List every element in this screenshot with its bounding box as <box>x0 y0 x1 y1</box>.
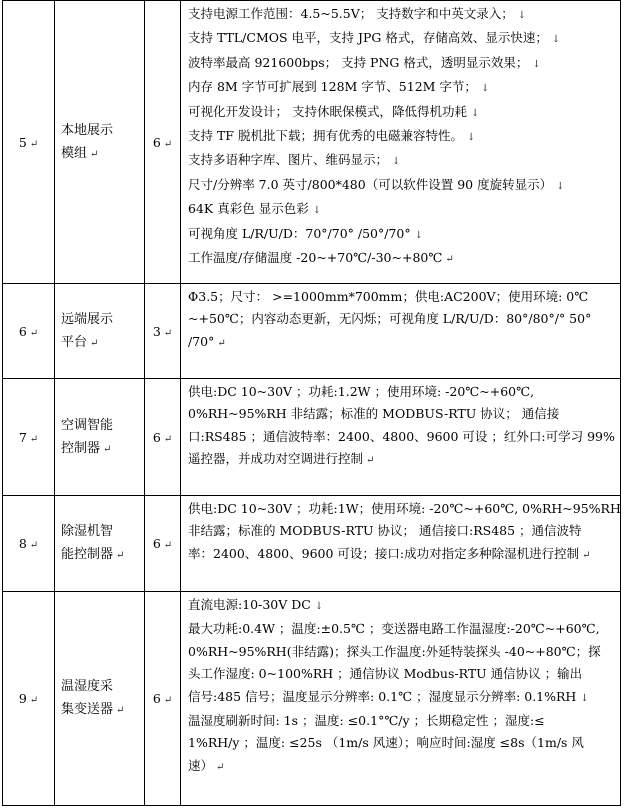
item-quantity: 6 ↵ <box>145 1 181 284</box>
item-quantity: 3 ↵ <box>145 284 181 379</box>
item-name: 空调智能 控制器 ↵ <box>55 379 145 496</box>
row-number: 6 ↵ <box>3 284 55 379</box>
item-specification: 供电:DC 10~30V ；功耗:1W；使用环境: -20℃~+60℃, 0%RH~95%RH 非结露；标准的 MODBUS-RTU 协议； 通信接口:RS485 ；通信波特 率：2400、4800、9600 可设；接口:成功对指定多种除湿机进行控制 ↵ <box>181 496 621 592</box>
row-number: 7 ↵ <box>3 379 55 496</box>
item-specification: 供电:DC 10~30V ；功耗:1.2W ；使用环境: -20℃~+60℃, 0%RH~95%RH 非结露；标准的 MODBUS-RTU 协议； 通信接 口:RS485 ；通信波特率：2400、4800、9600 可设 ；红外口:可学习 99% 遥控器，并成功对空调进行控制 ↵ <box>181 379 621 496</box>
row-number: 5 ↵ <box>3 1 55 284</box>
item-name: 除湿机智 能控制器 ↵ <box>55 496 145 592</box>
table-row <box>3 592 621 806</box>
item-quantity: 6 ↵ <box>145 496 181 592</box>
item-name: 远端展示 平台 ↵ <box>55 284 145 379</box>
row-number: 8 ↵ <box>3 496 55 592</box>
item-specification: Φ3.5；尺寸： >=1000mm*700mm；供电:AC200V；使用环境: 0℃ ~+50℃；内容动态更新，无闪烁；可视角度 L/R/U/D：80°/80°/° 50° /70° ↵ <box>181 284 621 379</box>
table-row <box>3 284 621 379</box>
item-name: 温湿度采 集变送器 ↵ <box>55 592 145 806</box>
item-quantity: 6 ↵ <box>145 379 181 496</box>
item-specification: 支持电源工作范围：4.5~5.5V； 支持数字和中英文录入； ↓ 支持 TTL/CMOS 电平，支持 JPG 格式，存储高效、显示快速； ↓ 波特率最高 921600bps； 支持 PNG 格式，透明显示效果； ↓ 内存 8M 字节可扩展到 128M 字节、512M 字节； ↓ 可视化开发设计； 支持休眠保模式，降低得机功耗 ↓ 支持 TF 脱机批下载；拥有优秀的电磁兼容特性。 ↓ 支持多语种字库、图片、维码显示； ↓ 尺寸/分辨率 7.0 英寸/800*480（可以软件设置 90 度旋转显示） ↓ 64K 真彩色 显示色彩 ↓ 可视角度 L/R/U/D：70°/70° /50°/70° ↓ 工作温度/存储温度 -20~+70℃/-30~+80℃ ↵ <box>181 1 621 284</box>
spec-table <box>2 0 621 806</box>
item-quantity: 6 ↵ <box>145 592 181 806</box>
item-specification: 直流电源:10-30V DC ↓ 最大功耗:0.4W ；温度:±0.5℃ ；变送器电路工作温湿度:-20℃~+60℃, 0%RH~95%RH(非结露)；探头工作温度:外延特装探头 -40~+80℃；探 头工作湿度: 0~100%RH ；通信协议 Modbus-RTU 通信协议 ；输出 信号:485 信号；温度显示分辨率: 0.1℃ ；湿度显示分辨率: 0.1%RH ↓ 温湿度刷新时间: 1s ；温度: ≤0.1°℃/y ；长期稳定性 ；湿度:≤ 1%RH/y ；温度: ≤25s （1m/s 风速）；响应时间:湿度 ≤8s（1m/s 风 速） ↵ <box>181 592 621 806</box>
row-number: 9 ↵ <box>3 592 55 806</box>
item-name: 本地展示 模组 ↵ <box>55 1 145 284</box>
table-row <box>3 1 621 284</box>
table-row <box>3 496 621 592</box>
table-row <box>3 379 621 496</box>
